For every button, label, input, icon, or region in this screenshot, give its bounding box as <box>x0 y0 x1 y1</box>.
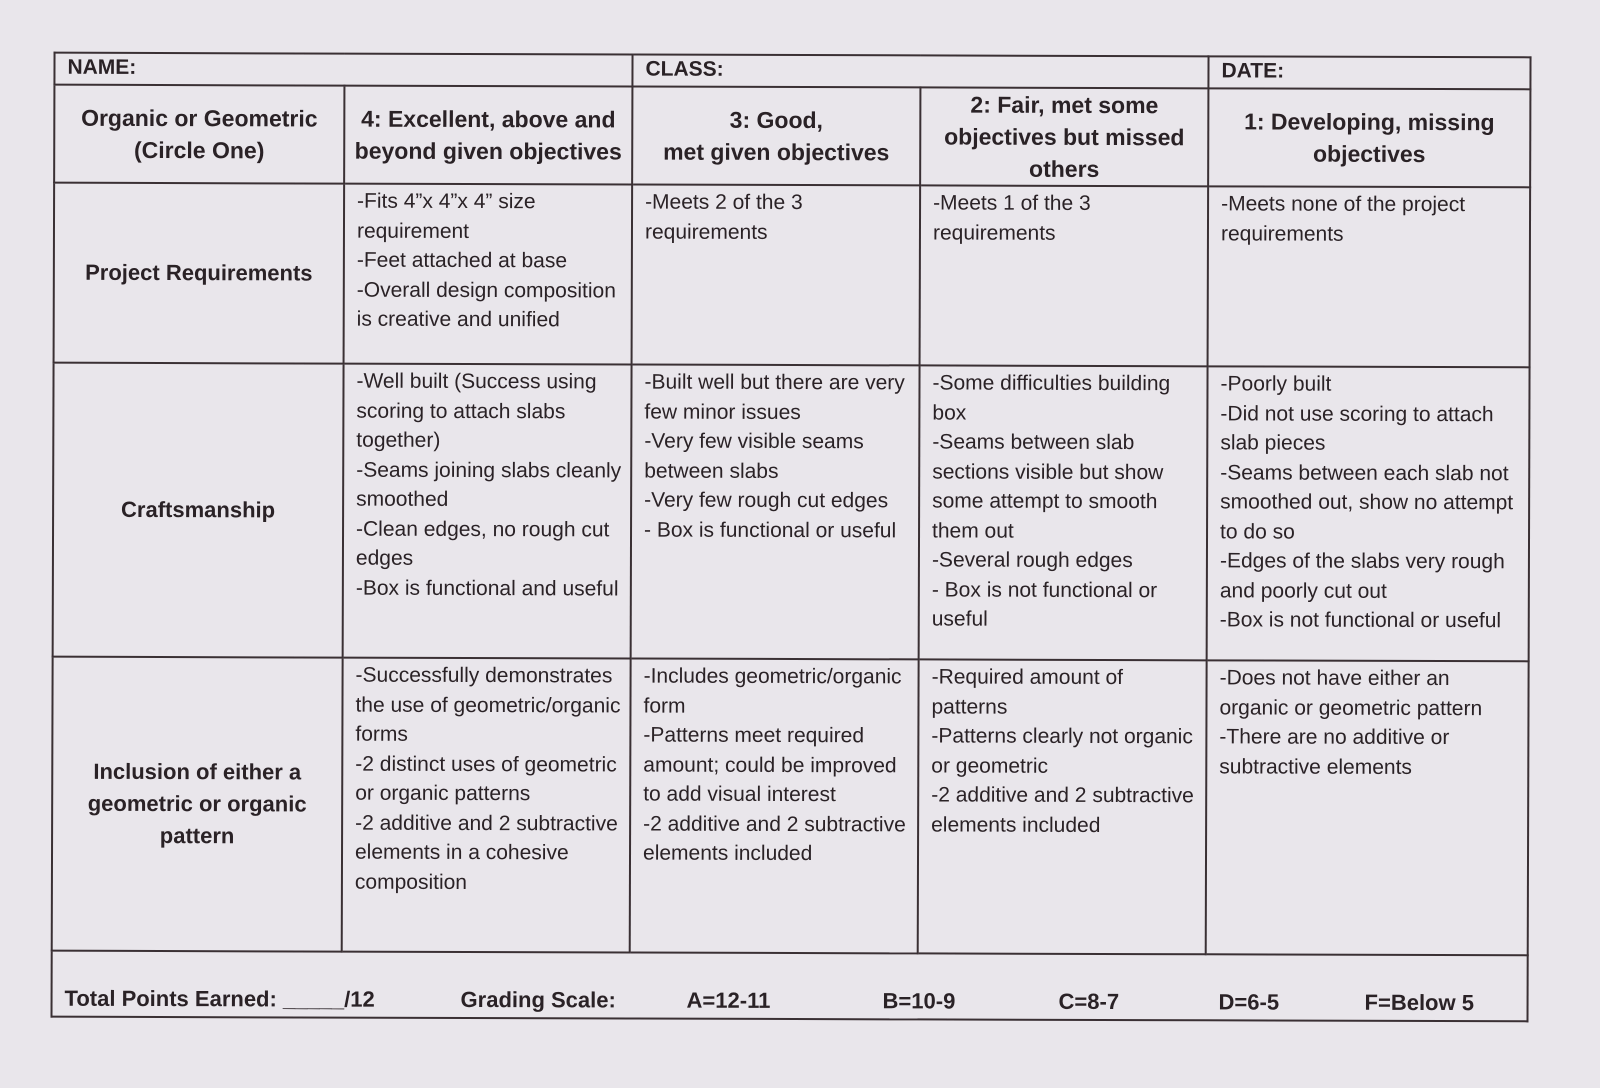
class-label: CLASS: <box>645 57 724 81</box>
grade-f: F=Below 5 <box>1364 989 1475 1016</box>
footer-row <box>52 951 1528 1022</box>
table-row <box>52 657 1529 956</box>
criteria-text: -Fits 4”x 4”x 4” size requirement -Feet attached at base -Overall design composition is creative and unified <box>356 189 616 332</box>
criteria-cell <box>918 659 1207 954</box>
score-1-header-cell <box>1208 88 1530 187</box>
criteria-text: -Does not have either an organic or geometric pattern -There are no additive or subtractive elements <box>1219 666 1483 779</box>
criteria-cell <box>342 658 631 953</box>
row-label: Inclusion of either a geometric or organic pattern <box>87 758 307 849</box>
criteria-text: -Poorly built -Did not use scoring to attach slab pieces -Seams between each slab not smoothed out, show no attempt to do so -Edges of the slabs very rough and poorly cut out -Box is not functional or useful <box>1219 372 1514 633</box>
score-4-header: 4: Excellent, above and beyond given objectives <box>354 105 622 165</box>
table-row <box>54 183 1531 368</box>
grade-d: D=6-5 <box>1218 989 1280 1015</box>
criteria-cell <box>1207 366 1530 661</box>
grading-scale-label: Grading Scale: <box>460 986 616 1013</box>
category-header: Organic or Geometric (Circle One) <box>81 104 318 164</box>
grade-c: C=8-7 <box>1058 988 1120 1015</box>
row-label-cell <box>53 363 344 658</box>
criteria-cell <box>344 184 633 365</box>
criteria-text: -Some difficulties building box -Seams between slab sections visible but show some attempt to smooth them out -Several rough edges - Box is not functional or useful <box>931 371 1171 631</box>
criteria-text: -Required amount of patterns -Patterns clearly not organic or geometric -2 additive and 2 subtractive elements included <box>931 665 1194 837</box>
criteria-text: -Meets 1 of the 3 requirements <box>932 191 1091 245</box>
score-1-header: 1: Developing, missing objectives <box>1244 108 1495 167</box>
row-label: Project Requirements <box>85 259 313 286</box>
score-3-header-cell <box>632 87 920 186</box>
criteria-cell <box>343 364 632 659</box>
category-header-cell[interactable] <box>54 85 344 184</box>
criteria-cell <box>919 365 1208 660</box>
score-2-header-cell <box>920 87 1208 186</box>
grading-footer <box>53 952 1527 1021</box>
criteria-cell <box>1208 186 1531 367</box>
class-cell[interactable] <box>632 55 1208 89</box>
grade-b: B=10-9 <box>882 988 956 1014</box>
column-header-row <box>54 85 1530 188</box>
date-cell[interactable] <box>1208 56 1530 89</box>
criteria-text: -Includes geometric/organic form -Patterns meet required amount; could be improved to add visual interest -2 additive and 2 subtractive elements included <box>643 664 906 866</box>
row-label-cell <box>54 183 345 364</box>
criteria-text: -Meets 2 of the 3 requirements <box>644 190 803 244</box>
row-label: Craftsmanship <box>121 496 276 523</box>
criteria-cell <box>630 658 919 953</box>
name-cell[interactable] <box>54 53 632 87</box>
criteria-cell <box>632 185 921 366</box>
footer-cell <box>52 951 1528 1022</box>
score-4-header-cell <box>344 86 632 185</box>
criteria-text: -Successfully demonstrates the use of geometric/organic forms -2 distinct uses of geometric or organic patterns -2 additive and 2 subtractive elements in a cohesive composition <box>354 663 621 894</box>
criteria-text: -Meets none of the project requirements <box>1220 192 1466 246</box>
table-row <box>53 363 1530 662</box>
name-label: NAME: <box>67 55 137 79</box>
total-points[interactable]: Total Points Earned: _____/12 <box>64 985 375 1012</box>
row-label-cell <box>52 657 343 952</box>
criteria-cell <box>631 365 920 660</box>
rubric-table <box>50 52 1529 1035</box>
grade-a: A=12-11 <box>686 987 771 1013</box>
header-row <box>54 53 1530 90</box>
criteria-cell <box>1206 660 1529 955</box>
criteria-cell <box>920 185 1209 366</box>
date-label: DATE: <box>1221 59 1285 83</box>
score-2-header: 2: Fair, met some objectives but missed others <box>944 91 1185 182</box>
criteria-text: -Built well but there are very few minor issues -Very few visible seams between slabs -Very few rough cut edges - Box is functional or useful <box>644 370 905 542</box>
score-3-header: 3: Good, met given objectives <box>663 106 890 166</box>
criteria-text: -Well built (Success using scoring to attach slabs together) -Seams joining slabs cleanly smoothed -Clean edges, no rough cut edges -Box is functional and useful <box>355 369 622 600</box>
